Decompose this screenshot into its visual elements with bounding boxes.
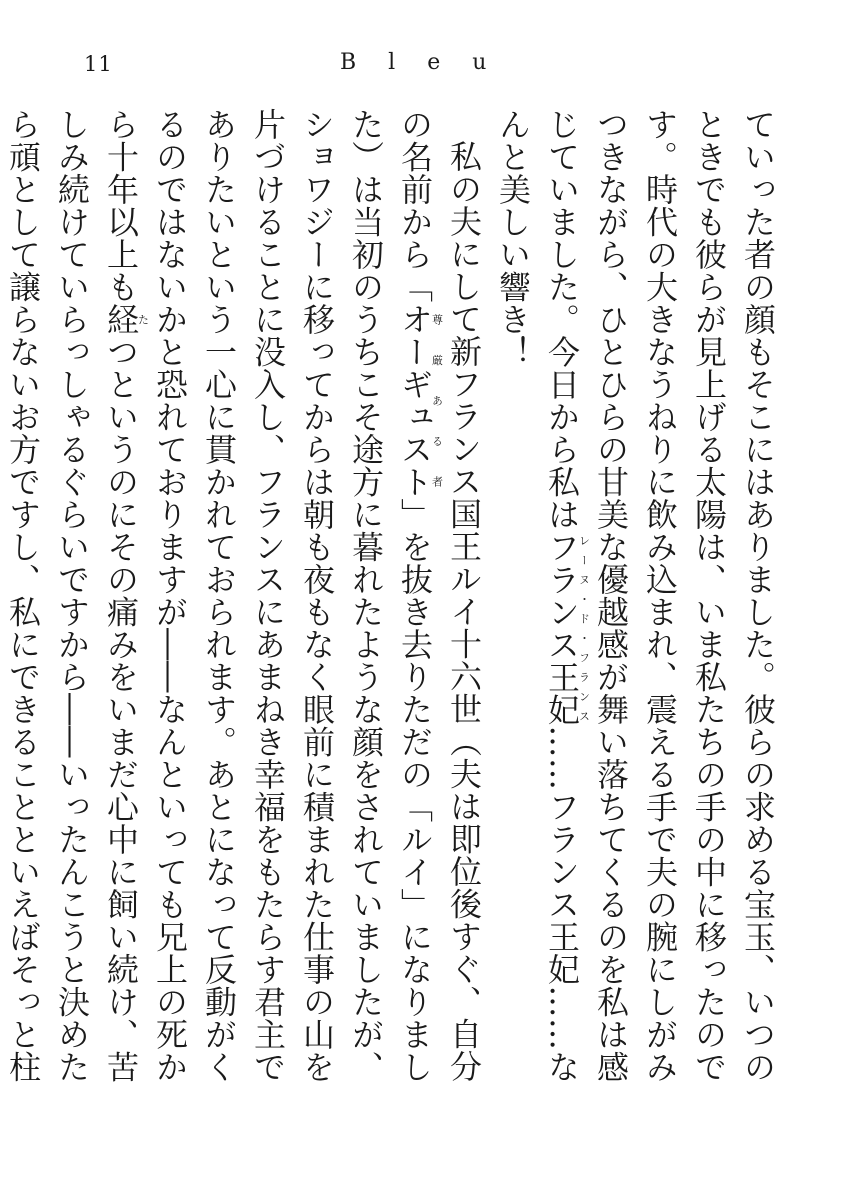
ruby-auguste xyxy=(396,303,444,498)
paragraph xyxy=(488,108,782,1108)
body-text xyxy=(4,108,782,1108)
page-number: 11 xyxy=(84,52,113,76)
ruby-text: 尊厳ある者 xyxy=(430,303,444,498)
ruby-base: オーギュスト xyxy=(396,303,434,498)
ruby-ta xyxy=(102,303,150,336)
ruby-reine-de-france xyxy=(543,530,591,726)
text-run: 私の夫にして新フランス国王ルイ十六世（夫は即位後すぐ、自分の名前から「 xyxy=(396,108,483,1083)
ruby-text: た xyxy=(136,303,150,336)
ruby-base: フランス王妃 xyxy=(543,530,581,726)
text-run: 」を抜き去りただの「ルイ」になりました）は当初のうちこそ途方に暮れたような顔をされていましたが、ショワジーに移ってからは朝も夜もなく眼前に積まれた仕事の山を片づけることに没入し、フランスにあまねき幸福をもたらす君主でありたいという一心に貫かれておられます。あとになって反動がくるのではないかと恐れておりますが――なんといっても兄上の死から十年以上も xyxy=(102,108,434,1083)
ruby-text: レーヌ・ド・フランス xyxy=(577,530,591,726)
paragraph xyxy=(0,108,488,1108)
text-run: ていった者の顔もそこにはありました。彼らの求める宝玉、いつのときでも彼らが見上げる太陽は、いま私たちの手の中に移ったのです。時代の大きなうねりに飲み込まれ、震える手で夫の腕にしがみつきながら、ひとひらの甘美な優越感が舞い落ちてくるのを私は感じていました。今日から私は xyxy=(543,108,777,1083)
text-run: つというのにその痛みをいまだ心中に飼い続け、苦しみ続けていらっしゃるぐらいですから――いったんこうと決めたら頑として譲らないお方ですし、私にできることといえばそっと柱 xyxy=(4,108,140,1083)
running-title: Bleu xyxy=(340,50,519,75)
text-run: ……フランス王妃……なんと美しい響き！ xyxy=(494,108,581,1083)
ruby-base: 経 xyxy=(102,303,140,336)
